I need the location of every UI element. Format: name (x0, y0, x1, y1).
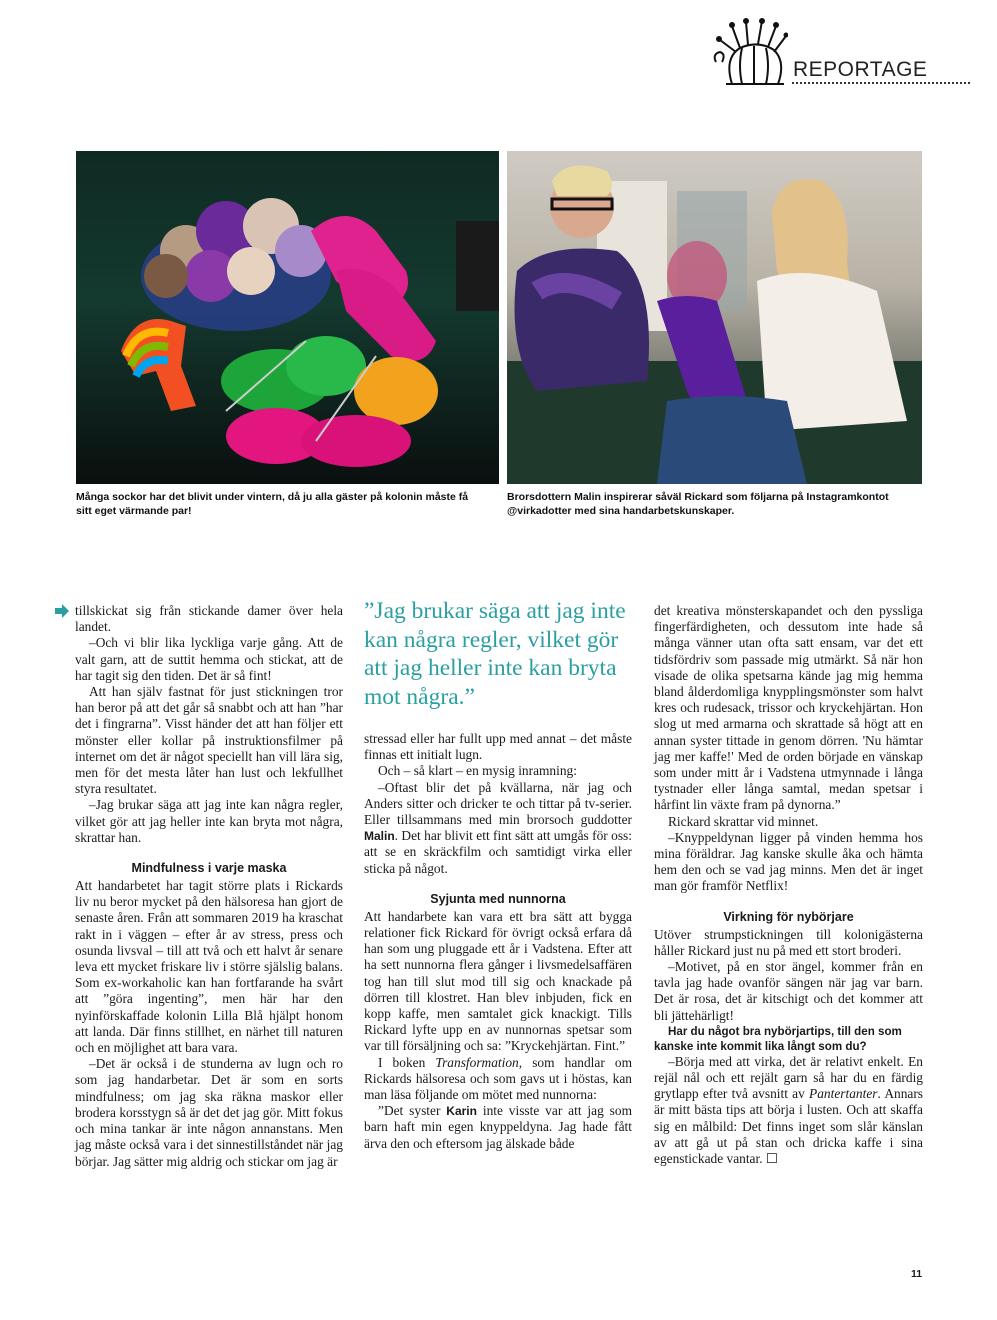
subheading: Syjunta med nunnorna (430, 891, 566, 906)
interview-question: Har du något bra nybörjartips, till den som kanske inte kommit lika långt som du? (654, 1024, 902, 1053)
continued-arrow-icon (54, 604, 70, 618)
text-run: ”Det syster (378, 1103, 447, 1119)
paragraph: –Och vi blir lika lyckliga varje gång. Att de valt garn, att de suttit hemma och stickat, att de har tagit sig den tiden. Det är så fint! (75, 635, 343, 683)
subheading: Mindfulness i varje maska (131, 861, 287, 876)
photo-caption-right: Brorsdottern Malin inspirerar såväl Rickard som följarna på Instagramkontot @virkadotter med sina handarbetskunskaper. (507, 491, 889, 517)
subheading: Virkning för nybörjare (723, 909, 854, 924)
section-rule (792, 82, 970, 84)
paragraph: Rickard skrattar vid minnet. (668, 813, 819, 829)
paragraph (364, 780, 632, 877)
text-run: –Oftast blir det på kvällarna, när jag och Anders sitter och dricker te och tittar på tv-serier. Eller tillsammans med min brorsoch guddotter (364, 779, 632, 828)
pull-quote: ”Jag brukar säga att jag inte kan några regler, vilket gör att jag heller inte kan bryta mot några.” (364, 598, 626, 710)
paragraph: –Det är också i de stunderna av lugn och ro som jag handarbetar. Det är som en sorts mindfulness; om jag ska räkna maskor eller brodera korsstygn så är det det jag gör. Mitt fokus och mina tankar är inte någon annanstans. Men jag måste också vara i det sinnestillståndet när jag börjar. Jag sätter mig aldrig och stickar om jag är (75, 1056, 343, 1169)
pincushion-icon (710, 18, 788, 88)
text-run: . Annars är mitt bästa tips att börja i lusten. Och att skaffa sig en målbild: Det finns inget som slår känslan av att gå ut på stan och dricka kaffe i sina egenstickade vantar. ☐ (654, 1086, 924, 1167)
column-3 (654, 603, 923, 1167)
text-run: inte visste var att jag som barn haft min egen knyppeldyna. Jag hade fått ärva den och eftersom jag älskade både (364, 1103, 632, 1151)
paragraph (654, 1054, 923, 1167)
page-number: 11 (911, 1268, 923, 1280)
text-run: I boken (378, 1054, 436, 1070)
paragraph: Att handarbetet har tagit större plats i Rickards liv nu beror mycket på den hälsoresa han gjort de senaste åren. Från att sommaren 2019 ha kraschat rakt in i väggen – efter år av stress, press och osunda livsval – till att två och ett halvt år senare leva ett mycket friskare liv i större själslig balans. Som ex-workaholic kan han fortfarande ha svårt att ”göra ingenting”, men här har den nyinförskaffade kolonin Lilla Blå hjälpt honom att landa. Där finns stillhet, en närhet till naturen och en möjlighet att bara vara. (75, 878, 343, 1056)
text-run: . Det har blivit ett fint sätt att umgås för oss: att se en skräckfilm och samtidigt virka eller sticka på något. (364, 828, 632, 876)
show-title: Pantertanter (809, 1086, 878, 1102)
paragraph: –Jag brukar säga att jag inte kan några regler, vilket gör att jag heller inte kan bryta mot några, skrattar han. (75, 797, 343, 845)
column-1 (75, 603, 343, 1170)
paragraph: Att han själv fastnat för just stickningen tror han beror på att det går så snabbt och att han ”har det i fingrarna”. Visst händer det att han följer ett mönster eller kollar på instruktionsfilmer på internet om det är något speciellt han vill lära sig, men för det mesta låter han lust och lekfullhet styra resultatet. (75, 684, 343, 797)
photo-rickard-and-malin (507, 151, 922, 484)
photo-yarn-and-socks (76, 151, 499, 484)
text-run: –Börja med att virka, det är relativt enkelt. En rejäl nål och ett rejält garn så har du en färdig grytlapp efter två avsnitt av (654, 1053, 923, 1102)
paragraph: –Motivet, på en stor ängel, kommer från en tavla jag hade ovanför sängen när jag var barn. Det är rosa, det är kitschigt och det kommer att bli jättehärligt! (654, 959, 923, 1023)
paragraph: Att handarbete kan vara ett bra sätt att bygga relationer fick Rickard för övrigt också erfara då han som ung pluggade ett år i Vadstena. Efter att ha sett nunnorna flera gånger i livsmedelsaffären tog han till slut mod till sig och knackade på dörren till klostret. Han blev inbjuden, fick en kopp kaffe, men samtalet gick knackigt. Tills Rickard lyfte upp en av nunnornas spetsar som var till försäljning och sa: ”Kryckehjärtan. Fint.” (364, 908, 632, 1054)
paragraph: det kreativa mönsterskapandet och den pyssliga fingerfärdigheten, och dessutom inte hade så många vänner utan ofta satt ensam, var det ett tidsfördriv som passade mig utmärkt. Så när hon visade de olika spetsarna kände jag mig hemma bland ålderdomliga knypplingsmönster som halvt kres och rudesack, trissor och kryckehjärtan. Hon slog ut med armarna och skrattade så högt att en annan syster tittade in genom dörren. 'Nu hämtar jag mer kaffe!' Med de orden började en vänskap som under mitt år i Vadstena utmynnade i långa tystnader eller långa samtal, medan spetsar i hårfint lin växte fram på dynorna.” (654, 603, 923, 813)
section-header (700, 18, 980, 88)
people-photo-illustration (507, 151, 922, 484)
section-label: REPORTAGE (793, 58, 928, 81)
paragraph (364, 1103, 632, 1152)
paragraph: –Knyppeldynan ligger på vinden hemma hos mina föräldrar. Jag kanske skulle åka och hämta hem den och se vad jag minns. Men det är inget man gör framför Netflix! (654, 829, 923, 894)
person-name: Karin (446, 1104, 477, 1119)
text-run: , som handlar om Rickards hälsoresa och som gavs ut i höstas, kan man läsa följande om mötet med nunnorna: (364, 1054, 632, 1103)
paragraph: Och – så klart – en mysig inramning: (378, 763, 577, 779)
person-name: Malin (364, 829, 395, 844)
book-title: Transformation (435, 1054, 519, 1070)
paragraph: stressad eller har fullt upp med annat – det måste finnas ett initialt lugn. (364, 731, 632, 763)
yarn-photo-illustration (76, 151, 499, 484)
paragraph: Utöver strumpstickningen till kolonigästerna håller Rickard just nu på med ett stort broderi. (654, 926, 923, 958)
paragraph (364, 1055, 632, 1104)
paragraph: tillskickat sig från stickande damer över hela landet. (75, 603, 343, 635)
photo-caption-left: Många sockor har det blivit under vintern, då ju alla gäster på kolonin måste få sitt eget värmande par! (76, 491, 469, 517)
column-2 (364, 598, 632, 1152)
